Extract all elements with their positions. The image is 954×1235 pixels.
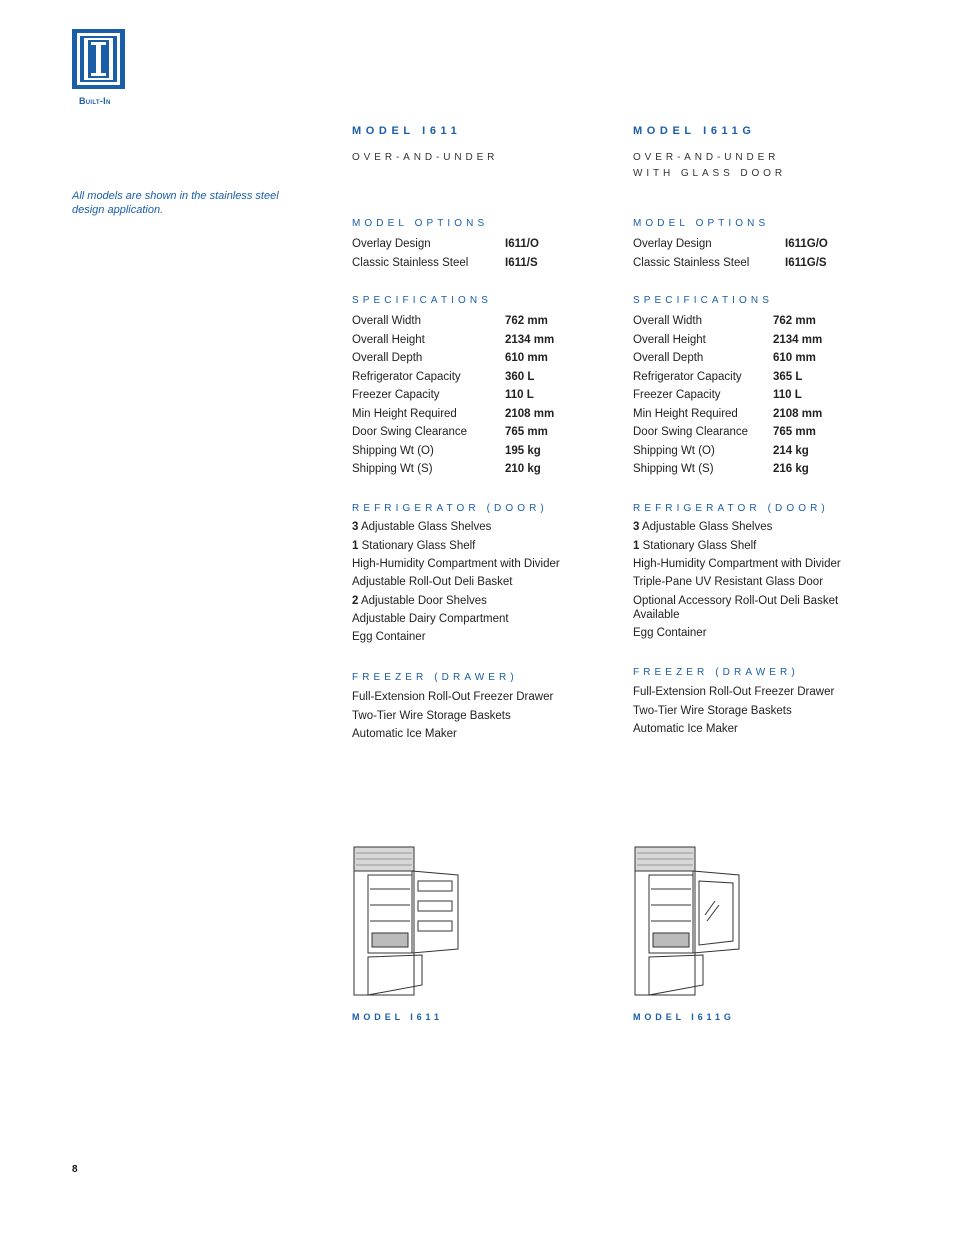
spec-label: Shipping Wt (O) — [633, 444, 715, 457]
spec-value: 216 kg — [773, 463, 809, 475]
model-title: MODEL I611G — [633, 125, 756, 137]
options-heading: MODEL OPTIONS — [633, 218, 770, 229]
option-label: Classic Stainless Steel — [352, 256, 469, 269]
spec-value: 2134 mm — [505, 333, 555, 346]
spec-label: Min Height Required — [352, 407, 457, 420]
fridge-heading: REFRIGERATOR (DOOR) — [633, 503, 829, 514]
feature-item: Full-Extension Roll-Out Freezer Drawer — [352, 691, 554, 704]
feature-text: Adjustable Dairy Compartment — [352, 613, 509, 626]
feature-text: Adjustable Roll-Out Deli Basket — [352, 576, 513, 589]
page-number: 8 — [72, 1164, 78, 1175]
feature-item: Two-Tier Wire Storage Baskets — [352, 709, 511, 722]
spec-value: 610 mm — [773, 352, 816, 364]
built-in-logo-icon — [72, 29, 125, 89]
feature-text: High-Humidity Compartment with Divider — [633, 557, 841, 570]
options-heading: MODEL OPTIONS — [352, 218, 489, 229]
feature-item — [633, 592, 883, 624]
feature-item — [352, 610, 622, 628]
option-label: Classic Stainless Steel — [633, 256, 750, 269]
feature-text: Stationary Glass Shelf — [358, 539, 476, 552]
feature-text: Egg Container — [633, 627, 707, 640]
feature-item — [633, 518, 883, 536]
feature-count: 2 — [352, 594, 359, 607]
spec-label: Min Height Required — [633, 407, 738, 420]
spec-value: 762 mm — [773, 315, 816, 327]
spec-value: 2108 mm — [773, 407, 823, 420]
option-value: I611G/S — [785, 256, 827, 269]
option-value: I611/O — [505, 238, 539, 250]
spec-value: 110 L — [773, 389, 802, 401]
feature-item — [352, 555, 622, 573]
spec-label: Overall Width — [633, 315, 703, 327]
spec-value: 2134 mm — [773, 333, 823, 346]
spec-label: Door Swing Clearance — [352, 426, 468, 438]
feature-item: Automatic Ice Maker — [633, 722, 738, 735]
feature-item — [633, 555, 883, 573]
feature-text: Egg Container — [352, 631, 426, 644]
fridge-heading: REFRIGERATOR (DOOR) — [352, 503, 548, 514]
spec-label: Door Swing Clearance — [633, 426, 749, 438]
feature-text: Adjustable Glass Shelves — [358, 521, 492, 534]
feature-item — [633, 536, 883, 554]
spec-label: Refrigerator Capacity — [352, 370, 461, 383]
feature-item — [352, 518, 622, 536]
spec-label: Shipping Wt (S) — [633, 463, 714, 475]
fridge-features — [352, 518, 622, 647]
feature-item: Full-Extension Roll-Out Freezer Drawer — [633, 686, 835, 699]
spec-label: Refrigerator Capacity — [633, 370, 742, 383]
refrigerator-illustration-icon — [352, 845, 462, 1000]
spec-value: 360 L — [505, 370, 535, 383]
model-subtitle — [633, 150, 786, 182]
fridge-features — [633, 518, 883, 642]
feature-text: Triple-Pane UV Resistant Glass Door — [633, 576, 824, 589]
stainless-note: All models are shown in the stainless steel design application. — [72, 190, 279, 216]
feature-item: Automatic Ice Maker — [352, 727, 457, 740]
option-value: I611G/O — [785, 238, 828, 250]
figure-caption: MODEL I611 — [352, 1012, 443, 1022]
spec-value: 214 kg — [773, 444, 809, 457]
spec-label: Shipping Wt (S) — [352, 463, 433, 475]
spec-label: Overall Width — [352, 315, 422, 327]
freezer-features — [633, 683, 903, 738]
option-value: I611/S — [505, 256, 538, 269]
spec-label: Overall Depth — [352, 352, 423, 364]
spec-label: Freezer Capacity — [633, 389, 721, 401]
spec-value: 210 kg — [505, 463, 541, 475]
model-subtitle — [352, 150, 498, 166]
feature-item — [352, 592, 622, 610]
spec-label: Overall Height — [633, 333, 706, 346]
feature-count: 3 — [352, 521, 359, 534]
feature-item — [352, 536, 622, 554]
feature-item — [633, 624, 883, 642]
model-title: MODEL I611 — [352, 125, 462, 137]
spec-label: Freezer Capacity — [352, 389, 440, 401]
feature-text: Stationary Glass Shelf — [639, 539, 757, 552]
figure-caption: MODEL I611G — [633, 1012, 735, 1022]
feature-item — [633, 573, 883, 591]
specs-heading: SPECIFICATIONS — [633, 295, 774, 306]
freezer-heading: FREEZER (DRAWER) — [633, 667, 799, 678]
feature-text: Optional Accessory Roll-Out Deli Basket Available — [633, 594, 839, 621]
option-label: Overlay Design — [352, 238, 431, 250]
feature-item: Two-Tier Wire Storage Baskets — [633, 704, 792, 717]
brand-label: Built-In — [79, 96, 111, 106]
feature-count: 1 — [352, 539, 359, 552]
spec-value: 110 L — [505, 389, 534, 401]
feature-count: 1 — [633, 539, 640, 552]
feature-item — [352, 628, 622, 646]
spec-label: Overall Depth — [633, 352, 704, 364]
feature-text: Adjustable Door Shelves — [358, 594, 487, 607]
spec-value: 2108 mm — [505, 407, 555, 420]
freezer-heading: FREEZER (DRAWER) — [352, 672, 518, 683]
spec-value: 365 L — [773, 370, 803, 383]
feature-item — [352, 573, 622, 591]
spec-value: 195 kg — [505, 444, 541, 457]
glass-door-refrigerator-illustration-icon — [633, 845, 743, 1000]
option-label: Overlay Design — [633, 238, 712, 250]
feature-count: 3 — [633, 521, 640, 534]
spec-value: 765 mm — [505, 426, 548, 438]
spec-value: 762 mm — [505, 315, 548, 327]
spec-label: Shipping Wt (O) — [352, 444, 434, 457]
feature-text: Adjustable Glass Shelves — [639, 521, 773, 534]
subtitle-line: WITH GLASS DOOR — [633, 168, 786, 179]
subtitle-line: OVER-AND-UNDER — [352, 152, 499, 163]
spec-value: 765 mm — [773, 426, 816, 438]
spec-value: 610 mm — [505, 352, 548, 364]
subtitle-line: OVER-AND-UNDER — [633, 152, 780, 163]
specs-heading: SPECIFICATIONS — [352, 295, 493, 306]
spec-label: Overall Height — [352, 333, 425, 346]
freezer-features — [352, 688, 622, 743]
feature-text: High-Humidity Compartment with Divider — [352, 557, 560, 570]
